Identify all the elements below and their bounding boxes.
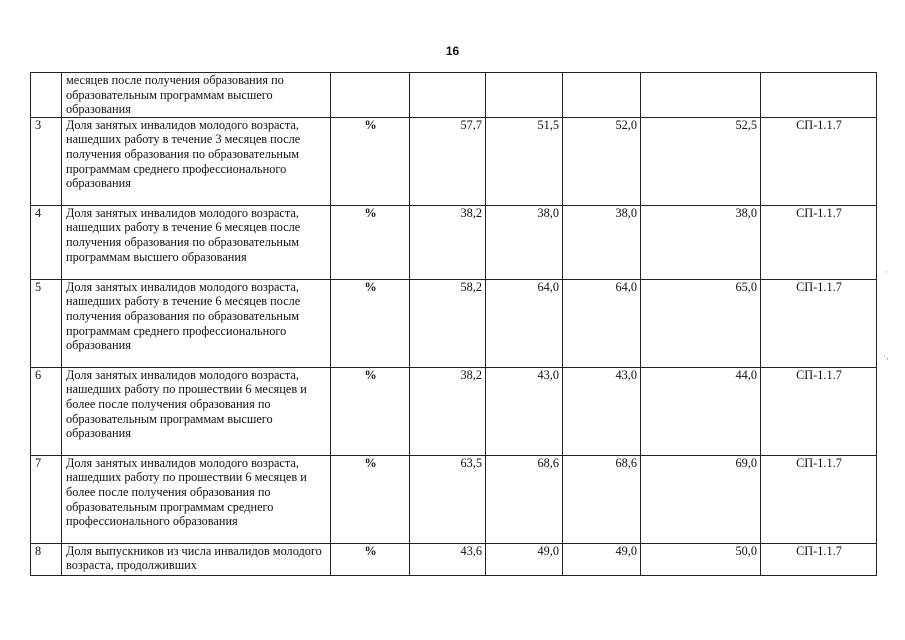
row-number: 5 [31, 279, 62, 367]
source-cell: СП-1.1.7 [761, 455, 877, 543]
source-cell: СП-1.1.7 [761, 279, 877, 367]
indicator-description: Доля занятых инвалидов молодого возраста, нашедших работу в течение 3 месяцев после получения образования по образовательным программам среднего профессионального образования [62, 117, 331, 205]
row-number: 8 [31, 543, 62, 575]
value-cell: 68,6 [486, 455, 563, 543]
value-cell: 43,6 [410, 543, 486, 575]
table-row [31, 455, 877, 543]
value-cell: 50,0 [641, 543, 761, 575]
value-cell: 64,0 [486, 279, 563, 367]
source-cell [761, 73, 877, 118]
row-number: 7 [31, 455, 62, 543]
table-row [31, 367, 877, 455]
value-cell: 58,2 [410, 279, 486, 367]
unit-cell [331, 73, 410, 118]
source-cell: СП-1.1.7 [761, 117, 877, 205]
source-cell: СП-1.1.7 [761, 543, 877, 575]
value-cell: 38,0 [641, 205, 761, 279]
value-cell: 64,0 [563, 279, 641, 367]
table-row [31, 205, 877, 279]
table-row [31, 543, 877, 575]
indicator-description: Доля занятых инвалидов молодого возраста, нашедших работу в течение 6 месяцев после получения образования по образовательным программам среднего профессионального образования [62, 279, 331, 367]
value-cell [410, 73, 486, 118]
value-cell: 38,2 [410, 205, 486, 279]
table-row [31, 73, 877, 118]
unit-cell: % [331, 279, 410, 367]
row-number [31, 73, 62, 118]
value-cell: 69,0 [641, 455, 761, 543]
value-cell: 44,0 [641, 367, 761, 455]
value-cell: 52,5 [641, 117, 761, 205]
value-cell: 49,0 [563, 543, 641, 575]
indicator-description: Доля выпускников из числа инвалидов молодого возраста, продолживших [62, 543, 331, 575]
value-cell: 63,5 [410, 455, 486, 543]
scan-speck: ·, [883, 352, 889, 362]
unit-cell: % [331, 455, 410, 543]
unit-cell: % [331, 205, 410, 279]
row-number: 4 [31, 205, 62, 279]
value-cell [486, 73, 563, 118]
value-cell [641, 73, 761, 118]
source-cell: СП-1.1.7 [761, 205, 877, 279]
row-number: 3 [31, 117, 62, 205]
value-cell: 51,5 [486, 117, 563, 205]
row-number: 6 [31, 367, 62, 455]
value-cell: 38,0 [563, 205, 641, 279]
value-cell: 43,0 [486, 367, 563, 455]
value-cell: 68,6 [563, 455, 641, 543]
value-cell: 38,0 [486, 205, 563, 279]
source-cell: СП-1.1.7 [761, 367, 877, 455]
value-cell: 57,7 [410, 117, 486, 205]
indicator-description: месяцев после получения образования по образовательным программам высшего образования [62, 73, 331, 118]
scan-speck: · [885, 268, 888, 278]
value-cell [563, 73, 641, 118]
indicator-description: Доля занятых инвалидов молодого возраста, нашедших работу по прошествии 6 месяцев и более после получения образования по образовательным программам высшего образования [62, 367, 331, 455]
unit-cell: % [331, 543, 410, 575]
table-row [31, 117, 877, 205]
value-cell: 38,2 [410, 367, 486, 455]
page-number: 16 [445, 44, 460, 58]
value-cell: 52,0 [563, 117, 641, 205]
indicators-table [30, 72, 877, 576]
value-cell: 43,0 [563, 367, 641, 455]
unit-cell: % [331, 117, 410, 205]
indicator-description: Доля занятых инвалидов молодого возраста, нашедших работу по прошествии 6 месяцев и более после получения образования по образовательным программам среднего профессионального образования [62, 455, 331, 543]
indicator-description: Доля занятых инвалидов молодого возраста, нашедших работу в течение 6 месяцев после получения образования по образовательным программам высшего образования [62, 205, 331, 279]
value-cell: 49,0 [486, 543, 563, 575]
value-cell: 65,0 [641, 279, 761, 367]
table-row [31, 279, 877, 367]
unit-cell: % [331, 367, 410, 455]
